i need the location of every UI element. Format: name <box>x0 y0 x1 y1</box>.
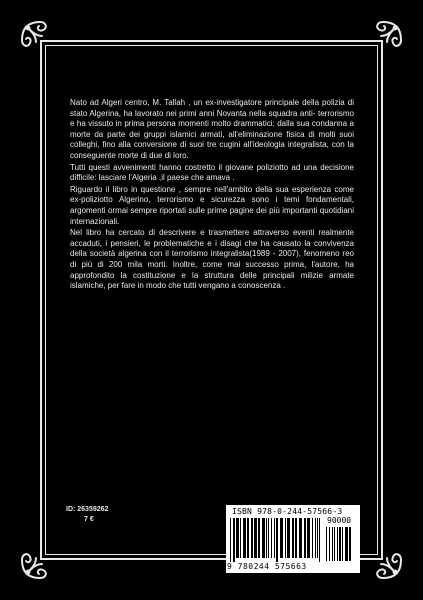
barcode-bar <box>315 518 316 558</box>
barcode-bars-main <box>230 518 324 562</box>
barcode-bar <box>329 527 330 561</box>
barcode-bar <box>304 518 306 558</box>
price: 7 € <box>84 516 94 523</box>
barcode-digits: 9 780244 575663 <box>227 562 307 571</box>
barcode-bar <box>337 527 338 561</box>
barcode-bar <box>332 527 333 561</box>
barcode-bar <box>276 518 278 562</box>
corner-ornament-icon <box>18 18 64 64</box>
barcode-bar <box>317 518 318 558</box>
corner-ornament-icon <box>18 536 64 582</box>
product-id: ID: 26359262 <box>66 506 109 513</box>
barcode-bar <box>319 518 320 562</box>
barcode-bar <box>243 518 246 558</box>
barcode-bar <box>339 527 341 561</box>
barcode-addon-text: 90000 <box>327 516 352 525</box>
blurb-paragraph: Nel libro ha cercato di descrivere e trasmettere attraverso eventi realmente accaduti, i pensieri, le problematiche e i disagi che ha causato la convivenza della società algerina con il terrorismo integralista(1989 - 2007), fenomeno reo di più di 200 mila morti. Inoltre, come mai successo prima, l'autore, ha approfondito la costituzione e la struttura delle principali milizie armate islamiche, per fare in modo che tutti vengano a conoscenza . <box>70 228 354 291</box>
corner-ornament-icon <box>359 18 405 64</box>
barcode-bar <box>254 518 257 558</box>
barcode-bar <box>342 527 343 561</box>
product-id-block <box>66 505 108 525</box>
barcode-bar <box>268 518 269 558</box>
blurb-paragraph: Tutti questi avvenimenti hanno costretto il giovane poliziotto ad una decisione difficile: lasciare l'Algeria ,il paese che amava . <box>70 162 354 183</box>
blurb-paragraph: Riguardo il libro in questione , sempre nell'ambito della sua esperienza come ex-poliziotto Algerino, terrorismo e sicurezza sono i temi fondamentali, argomenti ormai sempre riportati sulle prime pagine dei più importanti quotidiani internazionali. <box>70 184 354 226</box>
barcode-bar <box>307 518 310 558</box>
barcode-bars-addon <box>326 527 356 561</box>
barcode-bar <box>326 527 327 561</box>
barcode-bar <box>274 518 275 558</box>
barcode-bar <box>258 518 260 558</box>
barcode-bar <box>292 518 294 558</box>
barcode-bar <box>236 518 239 558</box>
barcode-bar <box>251 518 253 558</box>
barcode-bar <box>247 518 249 558</box>
barcode-bar <box>349 527 351 561</box>
isbn-text: ISBN 978-0-244-57566-3 <box>232 507 343 516</box>
barcode-bar <box>230 518 231 562</box>
isbn-barcode <box>226 505 360 573</box>
barcode-bar <box>299 518 302 558</box>
back-cover-blurb <box>70 98 354 293</box>
corner-ornament-icon <box>359 536 405 582</box>
barcode-bar <box>240 518 241 558</box>
barcode-bar <box>233 518 235 562</box>
barcode-bar <box>334 527 335 561</box>
barcode-bar <box>295 518 297 558</box>
barcode-bar <box>287 518 290 558</box>
barcode-bar <box>345 527 348 561</box>
barcode-bar <box>312 518 313 558</box>
barcode-bar <box>285 518 286 558</box>
barcode-bar <box>266 518 267 558</box>
blurb-paragraph: Nato ad Algeri centro, M. Tallah , un ex-investigatore principale della polizia di stato Algerina, ha lavorato nei primi anni Novanta nella squadra anti- terrorismo e ha vissuto in prima persona momenti molto drammatici: dalla sua condanna a morte da parte dei gruppi islamici armati, all'eliminazione fisica di molti suoi colleghi, fino alla conversione di suoi tre cugini all'ideologia integralista, con la conseguente morte di due di loro. <box>70 98 354 160</box>
barcode-bar <box>280 518 283 558</box>
barcode-bar <box>271 518 272 558</box>
barcode-bar <box>262 518 265 558</box>
